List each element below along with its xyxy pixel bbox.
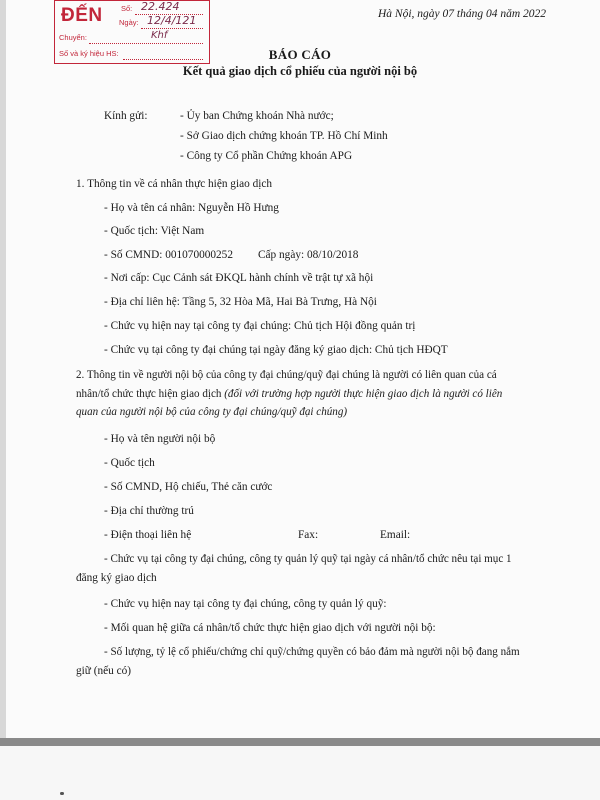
stamp-so-value: 22.424: [141, 0, 180, 13]
recipient-3: - Công ty Cổ phần Chứng khoán APG: [180, 150, 353, 162]
stamp-title: ĐẾN: [61, 5, 103, 26]
report-title: BÁO CÁO: [268, 47, 332, 62]
s2-ho-ten: - Họ và tên người nội bộ: [104, 433, 216, 445]
s2-chuc-vu-hien-nay: - Chức vụ hiện nay tại công ty đại chúng, công ty quản lý quỹ:: [104, 598, 387, 610]
stamp-chuyen-line: [89, 43, 203, 44]
stamp-so-label: Số:: [121, 4, 133, 13]
s1-chuc-vu-ngay-dang-ky: - Chức vụ tại công ty đại chúng tại ngày đăng ký giao dịch: Chủ tịch HĐQT: [104, 344, 448, 356]
report-subtitle: Kết quả giao dịch cổ phiếu của người nội bộ: [182, 64, 418, 78]
recipient-1: - Ủy ban Chứng khoán Nhà nước;: [180, 110, 334, 122]
page-separator: [0, 738, 600, 746]
s2-fax: Fax:: [298, 529, 319, 541]
s1-chuc-vu-hien-nay: - Chức vụ hiện nay tại công ty đại chúng: Chủ tịch Hội đồng quản trị: [104, 320, 416, 332]
stamp-chuyen-label: Chuyển:: [59, 33, 87, 42]
section2-heading-line2: [76, 388, 502, 400]
page-edge: [0, 0, 6, 738]
s2-chuc-vu-line1: - Chức vụ tại công ty đại chúng, công ty quản lý quỹ tại ngày cá nhân/tổ chức nêu tại mục 1: [104, 553, 512, 565]
section2-heading-line2-plain: nhân/tổ chức thực hiện giao dịch: [76, 388, 225, 400]
section2-heading-line2-italic: (đối với trường hợp người thực hiện giao dịch là người có liên: [224, 388, 503, 400]
s2-so-luong-line2: giữ (nếu có): [76, 665, 132, 677]
section2-heading-line3: quan của người nội bộ của công ty đại chúng/quỹ đại chúng): [76, 406, 348, 418]
recipient-2: - Sở Giao dịch chứng khoán TP. Hồ Chí Minh: [180, 130, 388, 142]
s1-so-cmnd: - Số CMND: 001070000252: [104, 249, 233, 261]
s2-dien-thoai: - Điện thoại liên hệ: [104, 529, 192, 541]
s2-so-cmnd: - Số CMND, Hộ chiếu, Thẻ căn cước: [104, 481, 273, 493]
stamp-kyhieu-label: Số và ký hiệu HS:: [59, 49, 119, 58]
s2-so-luong-line1: - Số lượng, tỷ lệ cổ phiếu/chứng chỉ quỹ/chứng quyền có bảo đảm mà người nội bộ đang nắm: [104, 646, 520, 658]
s1-dia-chi: - Địa chỉ liên hệ: Tầng 5, 32 Hòa Mã, Hai Bà Trưng, Hà Nội: [104, 296, 377, 308]
s2-quoc-tich: - Quốc tịch: [104, 457, 155, 469]
stamp-ngay-line: [141, 28, 203, 29]
next-page: [0, 746, 600, 800]
s2-email: Email:: [380, 529, 411, 541]
s2-chuc-vu-line2: đăng ký giao dịch: [76, 572, 157, 584]
s2-moi-quan-he: - Mối quan hệ giữa cá nhân/tổ chức thực hiện giao dịch với người nội bộ:: [104, 622, 436, 634]
section1-heading: 1. Thông tin về cá nhân thực hiện giao dịch: [76, 178, 273, 190]
stamp-chuyen-value: Khf: [151, 30, 168, 41]
s2-dia-chi: - Địa chỉ thường trú: [104, 505, 194, 517]
stamp-ngay-value: 12/4/121: [147, 14, 197, 27]
s1-cap-ngay: Cấp ngày: 08/10/2018: [258, 249, 359, 261]
kinh-gui-label: Kính gửi:: [104, 110, 148, 122]
s1-quoc-tich: - Quốc tịch: Việt Nam: [104, 225, 205, 237]
section2-heading-line1: 2. Thông tin về người nội bộ của công ty đại chúng/quỹ đại chúng là người có liên quan của cá: [76, 369, 497, 381]
page-mark: [60, 792, 64, 795]
s1-noi-cap: - Nơi cấp: Cục Cảnh sát ĐKQL hành chính về trật tự xã hội: [104, 272, 374, 284]
date-line: Hà Nội, ngày 07 tháng 04 năm 2022: [378, 8, 547, 20]
stamp-ngay-label: Ngày:: [119, 18, 139, 27]
s1-ho-ten: - Họ và tên cá nhân: Nguyễn Hồ Hưng: [104, 202, 279, 214]
